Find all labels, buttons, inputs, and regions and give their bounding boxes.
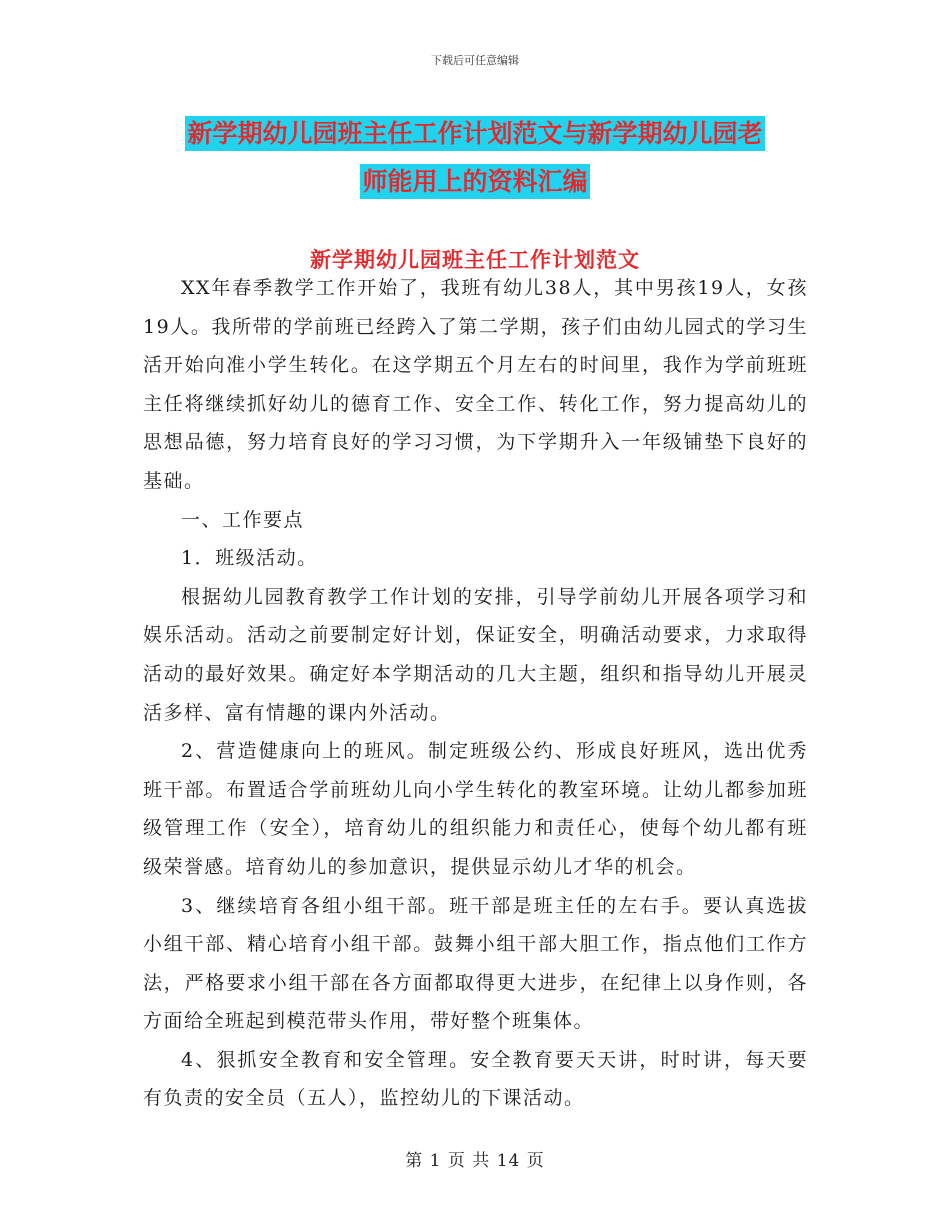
document-body: [143, 269, 808, 1118]
paragraph-activities: 根据幼儿园教育教学工作计划的安排，引导学前幼儿开展各项学习和娱乐活动。活动之前要制定好计划，保证安全，明确活动要求，力求取得活动的最好效果。确定好本学期活动的几大主题，组织和指导幼儿开展灵活多样、富有情趣的课内外活动。: [143, 585, 808, 724]
document-title-line-1: 新学期幼儿园班主任工作计划范文与新学期幼儿园老: [185, 116, 764, 151]
subheading-class-activities: 1．班级活动。: [181, 547, 318, 570]
paragraph-safety: 4、狠抓安全教育和安全管理。安全教育要天天讲，时时讲，每天要有负责的安全员（五人），监控幼儿的下课活动。: [143, 1048, 808, 1110]
paragraph-class-spirit: 2、营造健康向上的班风。制定班级公约、形成良好班风，选出优秀班干部。布置适合学前班幼儿向小学生转化的教室环境。让幼儿都参加班级管理工作（安全），培育幼儿的组织能力和责任心，使每个幼儿都有班级荣誉感。培育幼儿的参加意识，提供显示幼儿才华的机会。: [143, 740, 808, 878]
header-note: 下载后可任意编辑: [431, 54, 519, 67]
document-title-line-2: 师能用上的资料汇编: [360, 164, 589, 199]
document-title: [150, 110, 800, 206]
paragraph-group-leaders: 3、继续培育各组小组干部。班干部是班主任的左右手。要认真选拔小组干部、精心培育小组干部。鼓舞小组干部大胆工作，指点他们工作方法，严格要求小组干部在各方面都取得更大进步，在纪律上以身作则，各方面给全班起到模范带头作用，带好整个班集体。: [143, 894, 808, 1033]
page-footer: 第 1 页 共 14 页: [405, 1151, 545, 1171]
paragraph-intro: XX年春季教学工作开始了，我班有幼儿38人，其中男孩19人，女孩19人。我所带的学前班已经跨入了第二学期，孩子们由幼儿园式的学习生活开始向准小学生转化。在这学期五个月左右的时间里，我作为学前班班主任将继续抓好幼儿的德育工作、安全工作、转化工作，努力提高幼儿的思想品德，努力培育良好的学习习惯，为下学期升入一年级铺垫下良好的基础。: [143, 277, 808, 492]
section-title: 新学期幼儿园班主任工作计划范文: [310, 248, 640, 272]
heading-work-points: 一、工作要点: [181, 508, 305, 531]
